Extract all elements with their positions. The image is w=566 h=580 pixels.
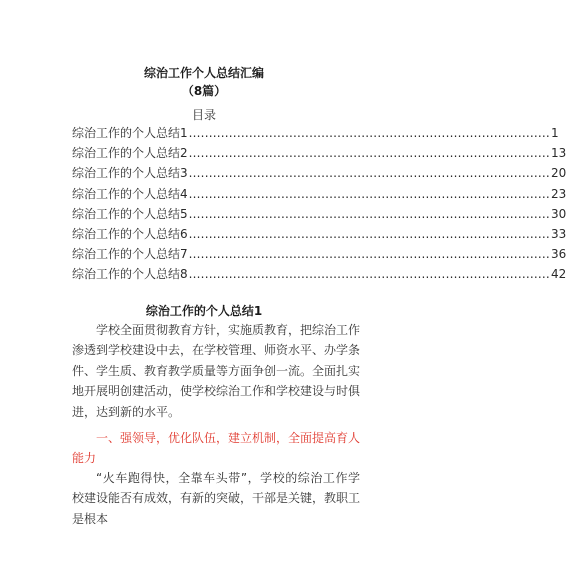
toc-leader-dots: .......................................................................................... xyxy=(188,146,550,161)
body-paragraph-text: 学校全面贯彻教育方针，实施质教育，把综治工作渗透到学校建设中去，在学校管理、师资水平、办学条件、学生质、教育教学质量等方面争创一流。全面扎实地开展明创建活动，使学校综治工作和学校建设与时俱进，达到新的水平。 xyxy=(72,323,361,419)
toc-entry-page: 36 xyxy=(550,247,566,262)
subsection-heading-text: 一、强领导，优化队伍，建立机制，全面提高育人能力 xyxy=(72,431,361,466)
toc-entry[interactable] xyxy=(72,124,559,144)
toc-leader-dots: .......................................................................................... xyxy=(188,166,550,181)
toc-entry-label: 综治工作的个人总结6 xyxy=(72,226,188,241)
toc-entry[interactable] xyxy=(72,164,566,184)
toc-leader-dots: .......................................................................................... xyxy=(188,206,550,221)
section-title: 综治工作的个人总结1 xyxy=(145,304,263,318)
toc-entry[interactable] xyxy=(72,245,566,265)
toc-entry-page: 1 xyxy=(550,126,559,140)
body-paragraph-text: “火车跑得快，全靠车头带”，学校的综治工作学校建设能否有成效，有新的突破，干部是关键，教职工是根本 xyxy=(72,471,361,526)
toc-entry[interactable] xyxy=(72,144,566,164)
toc-entry-page: 42 xyxy=(550,267,566,282)
table-of-contents xyxy=(72,124,566,286)
body-paragraph xyxy=(72,468,360,529)
toc-entry-label: 综治工作的个人总结1 xyxy=(72,126,188,140)
toc-entry[interactable] xyxy=(72,185,566,205)
toc-entry-page: 33 xyxy=(550,226,566,241)
toc-entry-label: 综治工作的个人总结2 xyxy=(72,146,188,161)
toc-entry-label: 综治工作的个人总结5 xyxy=(72,206,188,221)
toc-leader-dots: .......................................................................................... xyxy=(188,126,550,140)
body-paragraph xyxy=(72,320,360,422)
toc-heading: 目录 xyxy=(191,108,216,122)
toc-leader-dots: .......................................................................................... xyxy=(188,247,550,262)
toc-leader-dots: .......................................................................................... xyxy=(188,226,550,241)
toc-entry[interactable] xyxy=(72,205,566,225)
document-title: 综治工作个人总结汇编 xyxy=(143,66,264,80)
toc-entry-label: 综治工作的个人总结8 xyxy=(72,267,188,282)
toc-entry-label: 综治工作的个人总结7 xyxy=(72,247,188,262)
toc-entry[interactable] xyxy=(72,225,566,245)
toc-entry-label: 综治工作的个人总结4 xyxy=(72,186,188,201)
toc-entry-page: 20 xyxy=(550,166,566,181)
document-subtitle: （8篇） xyxy=(181,84,227,98)
toc-leader-dots: .......................................................................................... xyxy=(188,186,550,201)
toc-entry-label: 综治工作的个人总结3 xyxy=(72,166,188,181)
toc-entry-page: 13 xyxy=(550,146,566,161)
toc-entry[interactable] xyxy=(72,265,566,285)
toc-entry-page: 23 xyxy=(550,186,566,201)
toc-leader-dots: .......................................................................................... xyxy=(188,267,550,282)
toc-entry-page: 30 xyxy=(550,206,566,221)
subsection-heading xyxy=(72,428,360,469)
